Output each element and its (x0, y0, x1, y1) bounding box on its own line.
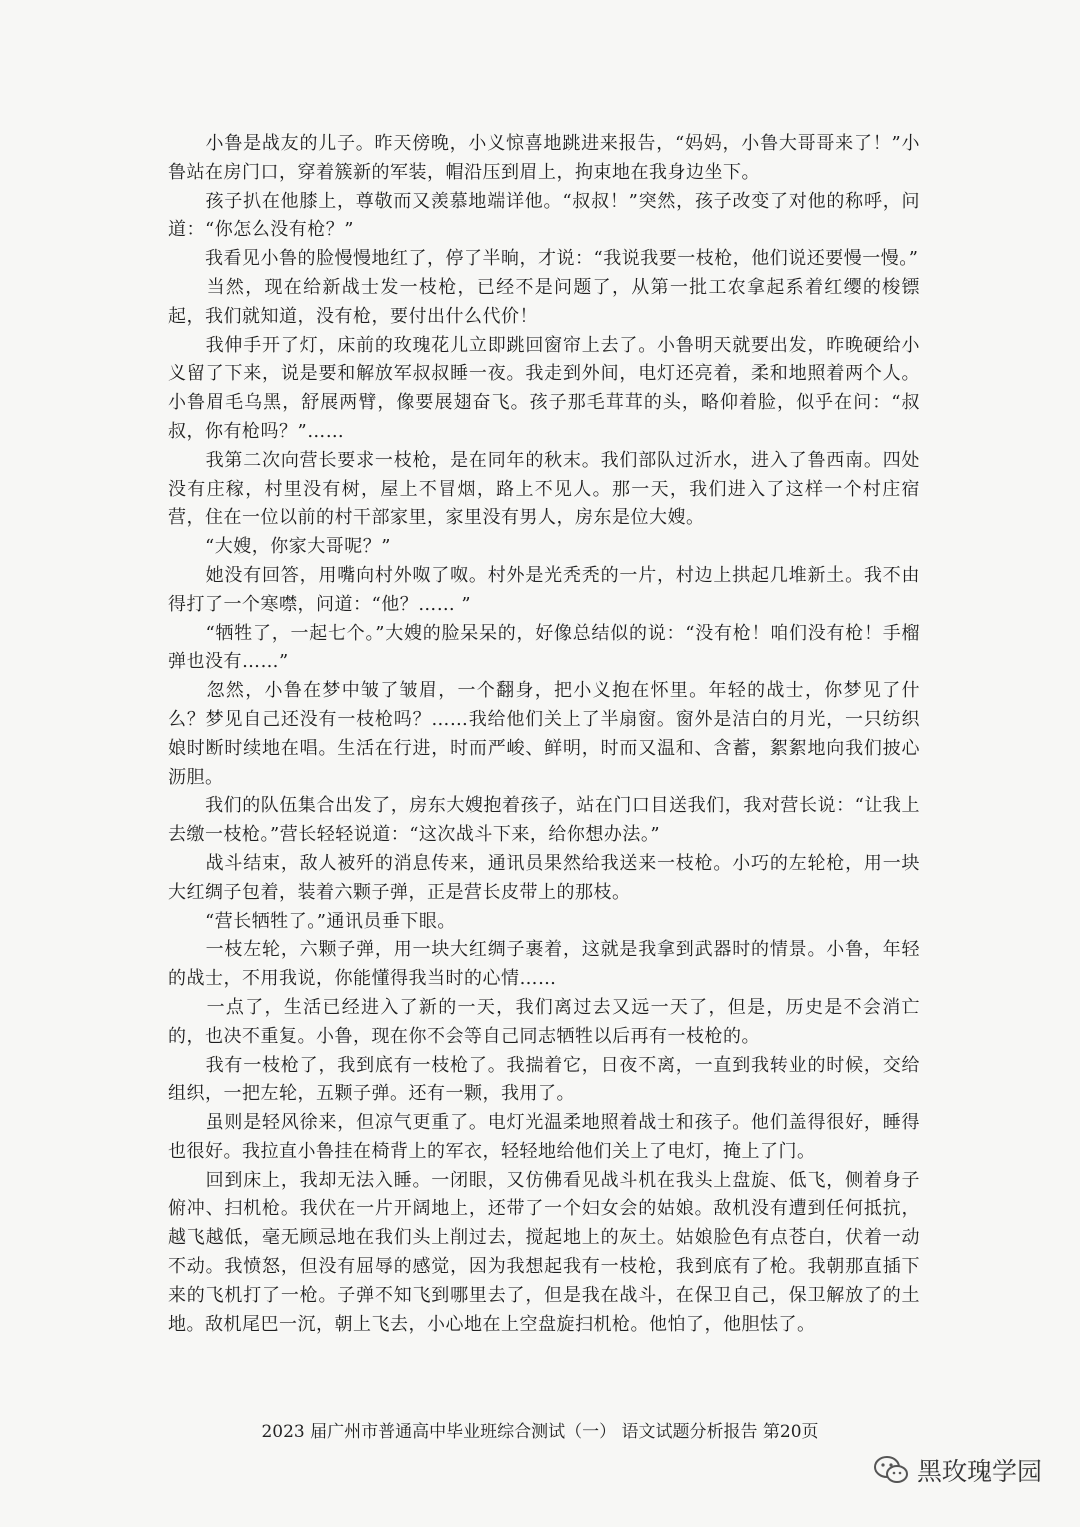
paragraph: 战斗结束，敌人被歼的消息传来，通讯员果然给我送来一枝枪。小巧的左轮枪，用一块大红绸子包着，装着六颗子弹，正是营长皮带上的那枝。 (168, 852, 920, 903)
paragraph: 当然，现在给新战士发一枝枪，已经不是问题了，从第一批工农拿起系着红缨的梭镖起，我们就知道，没有枪，要付出什么代价！ (168, 276, 920, 327)
wechat-icon (873, 1455, 909, 1485)
paragraph: 小鲁是战友的儿子。昨天傍晚，小义惊喜地跳进来报告，“妈妈，小鲁大哥哥来了！”小鲁站在房门口，穿着簇新的军装，帽沿压到眉上，拘束地在我身边坐下。 (168, 133, 920, 183)
watermark (873, 1452, 1042, 1488)
paragraph: 我伸手开了灯，床前的玫瑰花儿立即跳回窗帘上去了。小鲁明天就要出发，昨晚硬给小义留了下来，说是要和解放军叔叔睡一夜。我走到外间，电灯还亮着，柔和地照着两个人。小鲁眉毛乌黑，舒展两臂，像要展翅奋飞。孩子那毛茸茸的头，略仰着脸，似乎在问：“叔叔，你有枪吗？”…… (168, 334, 920, 442)
paragraph: 虽则是轻风徐来，但凉气更重了。电灯光温柔地照着战士和孩子。他们盖得很好，睡得也很好。我拉直小鲁挂在椅背上的军衣，轻轻地给他们关上了电灯，掩上了门。 (168, 1112, 920, 1162)
paragraph: 一枝左轮，六颗子弹，用一块大红绸子裹着，这就是我拿到武器时的情景。小鲁，年轻的战士，不用我说，你能懂得我当时的心情…… (168, 939, 920, 990)
paragraph: “营长牺牲了。”通讯员垂下眼。 (168, 910, 456, 932)
paragraph: 我有一枝枪了，我到底有一枝枪了。我揣着它，日夜不离，一直到我转业的时候，交给组织，一把左轮，五颗子弹。还有一颗，我用了。 (168, 1054, 920, 1105)
page-footer: 2023 届广州市普通高中毕业班综合测试（一） 语文试题分析报告 第20页 (261, 1422, 819, 1442)
paragraph: 忽然，小鲁在梦中皱了皱眉，一个翻身，把小义抱在怀里。年轻的战士，你梦见了什么？梦见自己还没有一枝枪吗？……我给他们关上了半扇窗。窗外是洁白的月光，一只纺织娘时断时续地在唱。生活在行进，时而严峻、鲜明，时而又温和、含蓄，絮絮地向我们披心沥胆。 (168, 680, 920, 788)
paragraph: 一点了，生活已经进入了新的一天，我们离过去又远一天了，但是，历史是不会消亡的，也决不重复。小鲁，现在你不会等自己同志牺牲以后再有一枝枪的。 (168, 996, 920, 1047)
paragraph: 孩子扒在他膝上，尊敬而又羡慕地端详他。“叔叔！”突然，孩子改变了对他的称呼，问道：“你怎么没有枪？” (168, 190, 920, 241)
paragraph: 我看见小鲁的脸慢慢地红了，停了半晌，才说：“我说我要一枝枪，他们说还要慢一慢。” (168, 248, 919, 270)
paragraph: 她没有回答，用嘴向村外呶了呶。村外是光秃秃的一片，村边上拱起几堆新土。我不由得打了一个寒噤，问道：“他？…… ” (168, 564, 920, 615)
paragraph: “大嫂，你家大哥呢？” (168, 536, 391, 558)
article-body (168, 130, 920, 1339)
watermark-text: 黑玫瑰学园 (916, 1457, 1042, 1486)
paragraph: 我们的队伍集合出发了，房东大嫂抱着孩子，站在门口目送我们，我对营长说：“让我上去缴一枝枪。”营长轻轻说道：“这次战斗下来，给你想办法。” (168, 795, 920, 846)
paragraph: “牺牲了，一起七个。”大嫂的脸呆呆的，好像总结似的说：“没有枪！咱们没有枪！手榴弹也没有……” (168, 622, 920, 673)
paragraph: 我第二次向营长要求一枝枪，是在同年的秋末。我们部队过沂水，进入了鲁西南。四处没有庄稼，村里没有树，屋上不冒烟，路上不见人。那一天，我们进入了这样一个村庄宿营，住在一位以前的村干部家里，家里没有男人，房东是位大嫂。 (168, 449, 920, 529)
paragraph: 回到床上，我却无法入睡。一闭眼，又仿佛看见战斗机在我头上盘旋、低飞，侧着身子俯冲、扫机枪。我伏在一片开阔地上，还带了一个妇女会的姑娘。敌机没有遭到任何抵抗，越飞越低，毫无顾忌地在我们头上削过去，搅起地上的灰土。姑娘脸色有点苍白，伏着一动不动。我愤怒，但没有屈辱的感觉，因为我想起我有一枝枪，我到底有了枪。我朝那直插下来的飞机打了一枪。子弹不知飞到哪里去了，但是我在战斗，在保卫自己，保卫解放了的土地。敌机尾巴一沉，朝上飞去，小心地在上空盘旋扫机枪。他怕了，他胆怯了。 (168, 1169, 920, 1335)
